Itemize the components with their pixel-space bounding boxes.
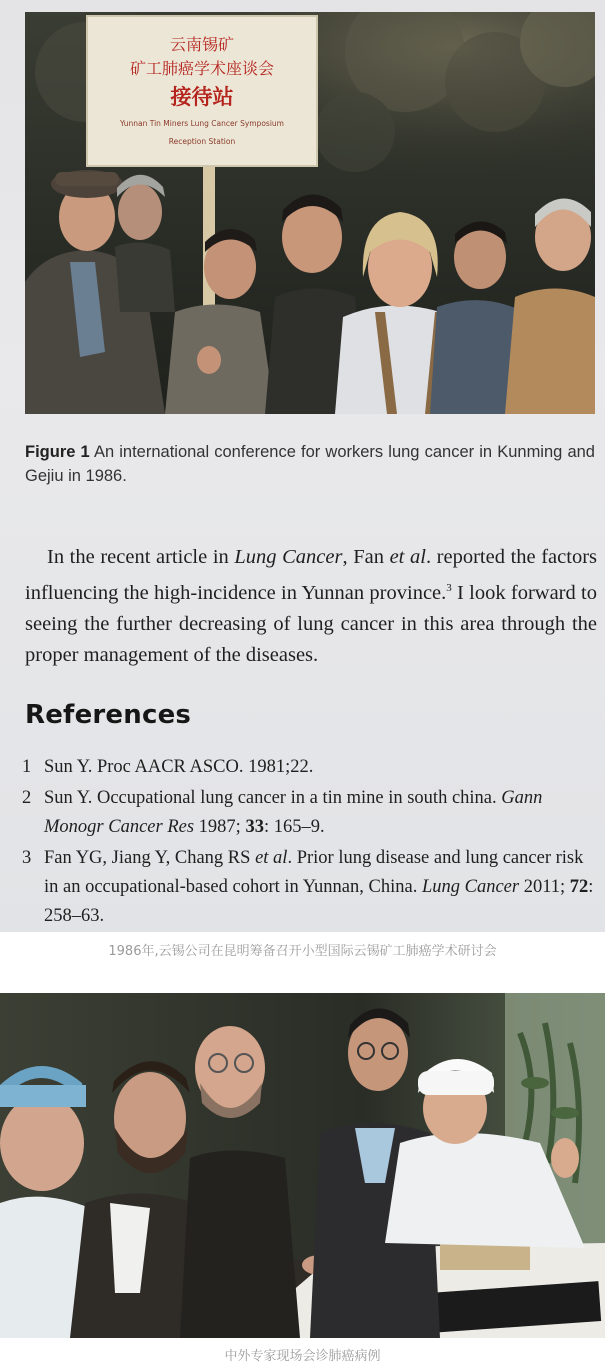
body-journal: Lung Cancer — [234, 546, 343, 568]
body-text-4: I look forward to seeing the further decreasing of lung cancer in this area through the proper management of the diseases. — [25, 581, 597, 666]
reference-number: 3 — [22, 848, 32, 868]
reference-number: 1 — [22, 757, 32, 777]
sign-line-3: 接待站 — [170, 85, 234, 109]
consultation-photo-drawing — [0, 993, 605, 1338]
sign-line-2: 矿工肺癌学术座谈会 — [129, 59, 275, 78]
body-text-2: , Fan — [342, 546, 390, 568]
references-heading: References — [25, 700, 192, 730]
photo-caption-2: 中外专家现场会诊肺癌病例 — [224, 1349, 381, 1364]
figure-caption-text: An international conference for workers lung cancer in Kunming and Gejiu in 1986. — [25, 443, 595, 485]
sign-line-4: Yunnan Tin Miners Lung Cancer Symposium — [120, 119, 284, 128]
reference-list — [22, 753, 597, 932]
conference-group-photo — [25, 12, 595, 414]
figure-caption — [25, 440, 595, 488]
figure-label: Figure 1 — [25, 443, 90, 461]
reference-text: Sun Y. Proc AACR ASCO. 1981;22. — [44, 757, 314, 777]
sign-line-5: Reception Station — [168, 137, 236, 146]
expert-consultation-photo — [0, 993, 605, 1338]
body-text-1: In the recent article in — [47, 546, 235, 568]
body-text-3: . reported the factors influencing the high-incidence in Yunnan province. — [25, 546, 597, 604]
photo-caption-1: 1986年,云锡公司在昆明筹备召开小型国际云锡矿工肺癌学术研讨会 — [108, 944, 497, 959]
group-photo-drawing — [25, 12, 595, 414]
body-paragraph — [25, 542, 597, 671]
reference-text: Fan YG, Jiang Y, Chang RS et al. Prior lung disease and lung cancer risk in an occupational-based cohort in Yunnan, China. Lung Cancer 2011; 72: 258–63. — [44, 848, 594, 926]
reference-number: 2 — [22, 788, 32, 808]
reference-text: Sun Y. Occupational lung cancer in a tin mine in south china. Gann Monogr Cancer Res 1987; 33: 165–9. — [44, 788, 543, 837]
reference-item — [22, 753, 597, 782]
reference-item — [22, 844, 597, 931]
sign-line-1: 云南锡矿 — [169, 35, 235, 54]
body-etal: et al — [389, 546, 426, 568]
reference-item — [22, 784, 597, 842]
citation-superscript: 3 — [446, 582, 452, 594]
